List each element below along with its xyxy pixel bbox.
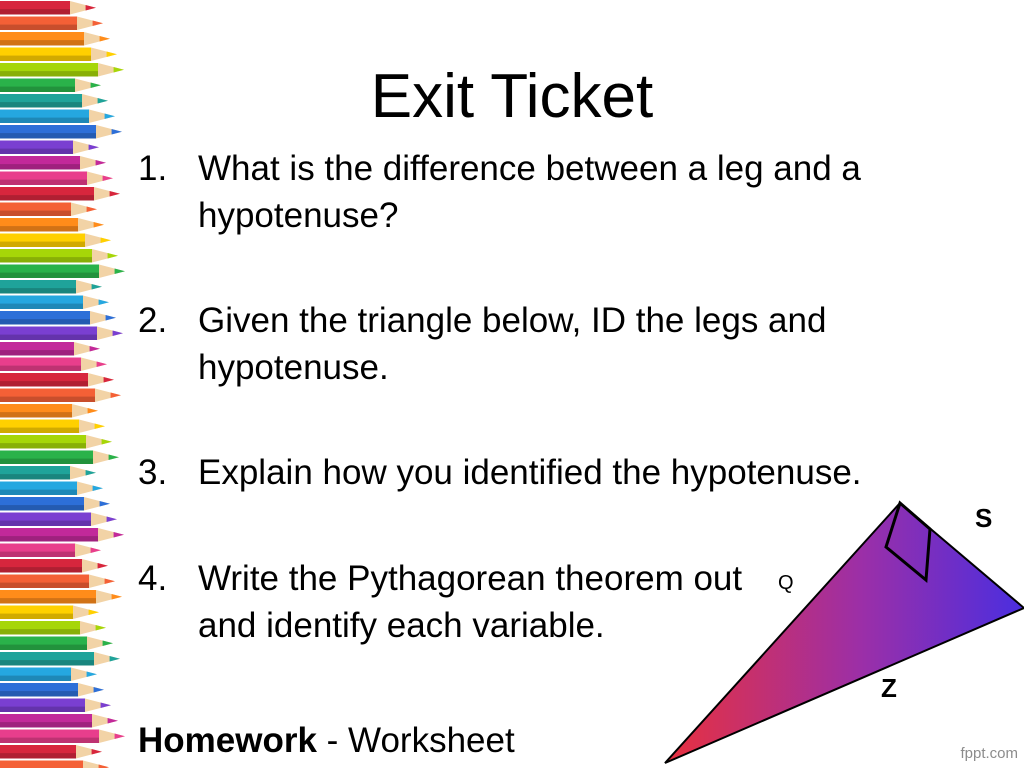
pencil: [0, 590, 122, 604]
pencil: [0, 435, 112, 449]
watermark: fppt.com: [960, 745, 1018, 762]
pencil: [0, 575, 115, 589]
pencil: [0, 327, 123, 341]
question-1: [138, 145, 978, 239]
pencil: [0, 342, 100, 356]
question-4-text: Write the Pythagorean theorem out and identify each variable.: [198, 559, 743, 645]
vertex-label-s: S: [975, 503, 993, 533]
question-1-text: What is the difference between a leg and a hypotenuse?: [198, 149, 861, 235]
homework-line: [138, 718, 515, 764]
homework-detail: - Worksheet: [316, 721, 515, 760]
pencil: [0, 1, 96, 15]
slide-title: Exit Ticket: [370, 62, 654, 131]
pencil: [0, 466, 96, 480]
pencil: [0, 280, 102, 294]
pencil: [0, 172, 113, 186]
pencil: [0, 296, 109, 310]
question-3: [138, 449, 978, 496]
question-1-number: 1.: [138, 149, 168, 188]
question-3-text: Explain how you identified the hypotenuse.: [198, 453, 862, 492]
pencil: [0, 544, 101, 558]
pencil: [0, 32, 110, 46]
pencil: [0, 249, 118, 263]
pencil: [0, 234, 111, 248]
question-2-text: Given the triangle below, ID the legs and hypotenuse.: [198, 301, 827, 387]
pencil: [0, 637, 113, 651]
pencil: [0, 745, 102, 759]
pencil: [0, 265, 125, 279]
triangle-shape: [665, 503, 1024, 763]
vertex-label-q: Q: [778, 572, 794, 594]
pencil: [0, 528, 124, 542]
pencil: [0, 699, 111, 713]
pencil: [0, 203, 97, 217]
pencil: [0, 358, 107, 372]
pencil: [0, 420, 105, 434]
right-triangle-figure: [660, 495, 1024, 768]
question-2: [138, 297, 978, 391]
pencil: [0, 17, 103, 31]
pencil: [0, 373, 114, 387]
pencil: [0, 730, 125, 744]
pencil: [0, 141, 99, 155]
pencil: [0, 218, 104, 232]
pencil: [0, 652, 120, 666]
pencil: [0, 559, 108, 573]
vertex-label-z: Z: [881, 673, 897, 703]
pencil: [0, 187, 120, 201]
pencil: [0, 668, 97, 682]
pencil: [0, 482, 103, 496]
pencil: [0, 404, 98, 418]
pencil: [0, 513, 117, 527]
pencil: [0, 683, 104, 697]
pencil: [0, 497, 110, 511]
pencil: [0, 48, 117, 62]
pencil: [0, 389, 121, 403]
pencil: [0, 606, 99, 620]
question-3-number: 3.: [138, 453, 168, 492]
pencil: [0, 156, 106, 170]
pencil: [0, 621, 106, 635]
pencil: [0, 714, 118, 728]
question-2-number: 2.: [138, 301, 168, 340]
homework-label: Homework: [138, 721, 317, 760]
pencil: [0, 761, 109, 768]
pencil: [0, 311, 116, 325]
pencil: [0, 451, 119, 465]
question-4-number: 4.: [138, 559, 168, 598]
